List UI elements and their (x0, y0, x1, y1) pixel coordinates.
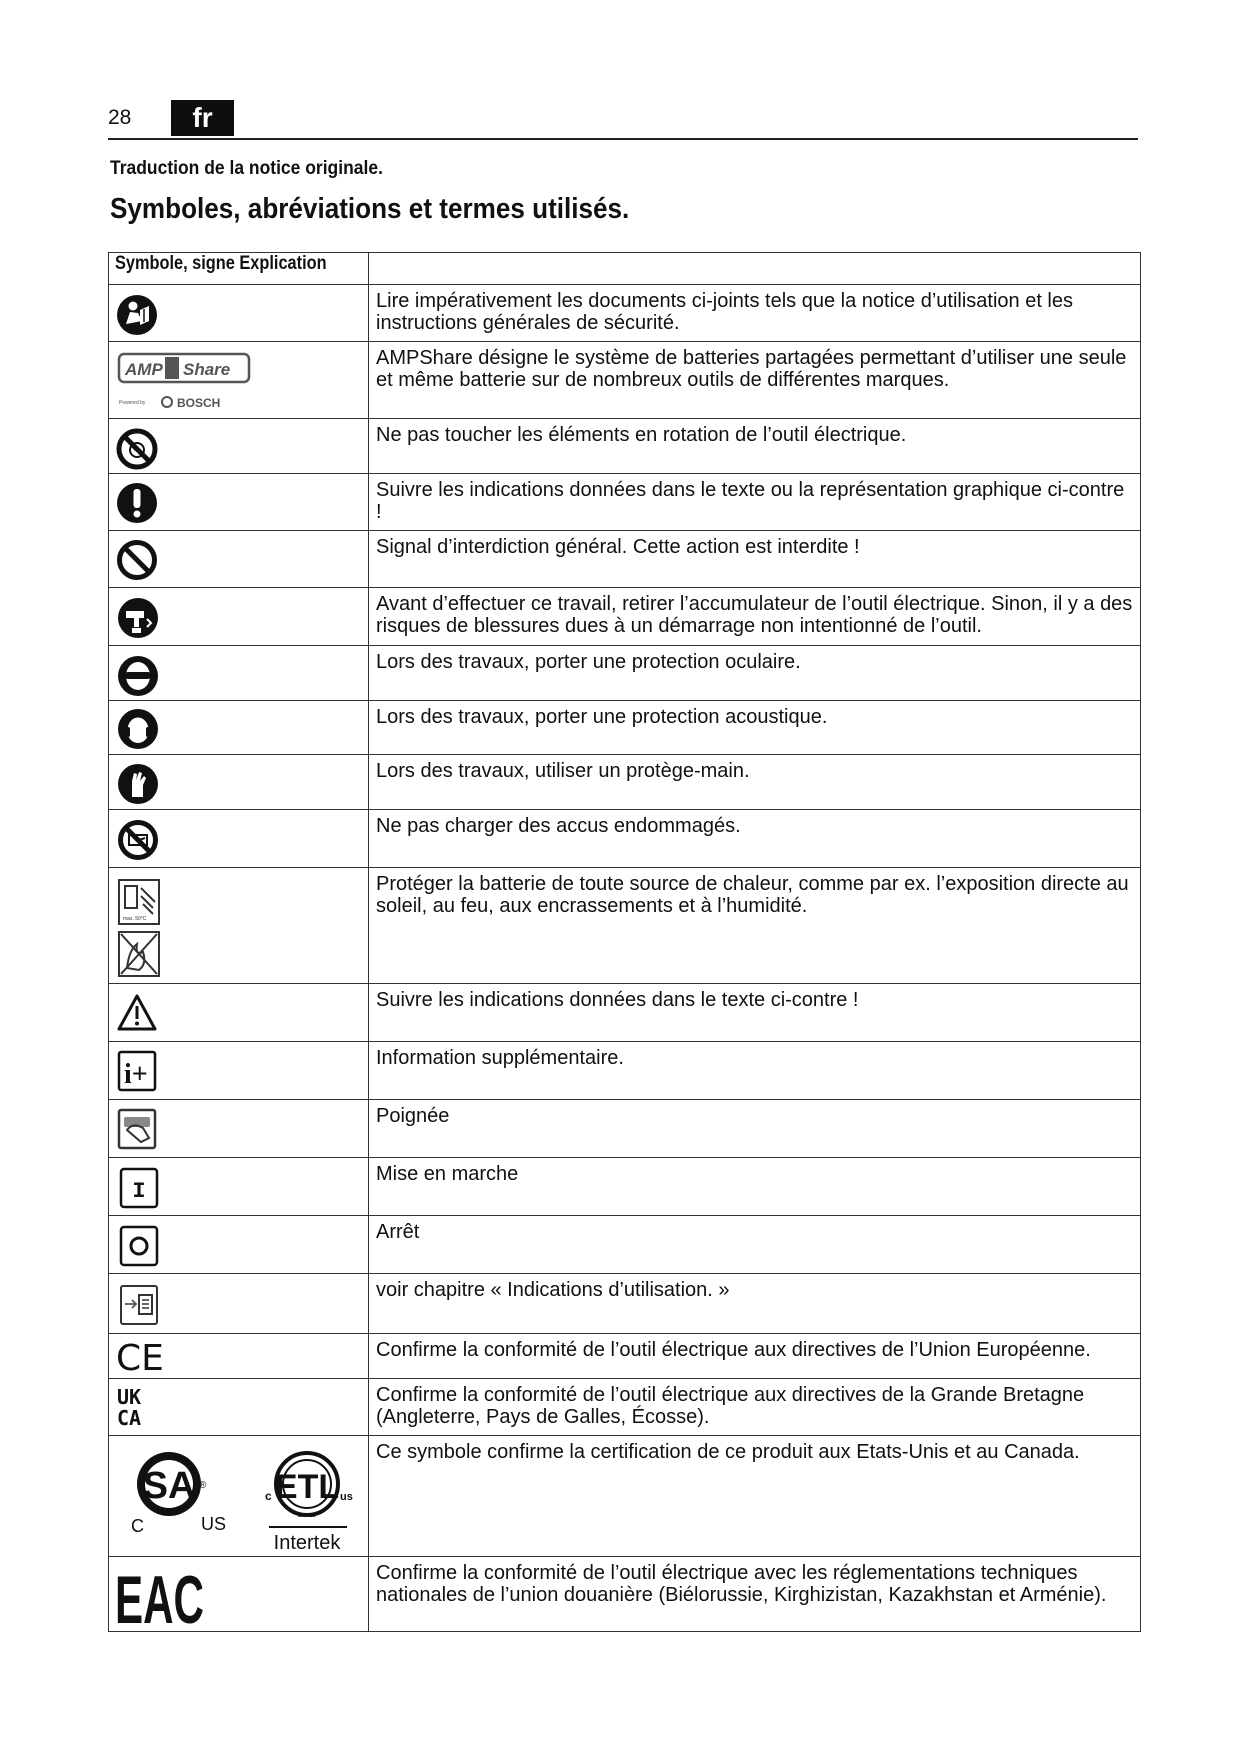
svg-text:max. 50°C: max. 50°C (123, 916, 147, 922)
symbol-cell (109, 588, 369, 646)
svg-text:us: us (340, 1491, 353, 1503)
table-row (109, 1100, 1141, 1158)
symbol-cell (109, 646, 369, 701)
symbol-cell (109, 474, 369, 531)
explanation-cell: Avant d’effectuer ce travail, retirer l’accumulateur de l’outil électrique. Sinon, il y a des risques de blessures dues à un démarrage non intentionné de l’outil. (369, 588, 1141, 646)
info-plus-icon (117, 1050, 159, 1092)
symbol-cell (109, 531, 369, 588)
symbol-cell (109, 1557, 369, 1638)
explanation-cell: Protéger la batterie de toute source de chaleur, comme par ex. l’exposition directe au soleil, au feu, aux encrassements et à l’humidité. (369, 868, 1141, 984)
explanation-cell: Confirme la conformité de l’outil électrique aux directives de la Grande Bretagne (Angleterre, Pays de Galles, Écosse). (369, 1379, 1141, 1436)
svg-text:LISTED: LISTED (298, 1513, 316, 1519)
symbol-cell (109, 1216, 369, 1274)
table-row (109, 1379, 1141, 1436)
symbol-cell (109, 285, 369, 342)
table-row (109, 1436, 1141, 1557)
explanation-cell: Mise en marche (369, 1158, 1141, 1216)
explanation-cell: Signal d’interdiction général. Cette action est interdite ! (369, 531, 1141, 588)
table-header-row (109, 253, 1141, 285)
symbol-cell (109, 1158, 369, 1216)
table-row (109, 342, 1141, 419)
svg-text:®: ® (199, 1480, 207, 1491)
table-row (109, 810, 1141, 868)
svg-text:CE: CE (116, 1338, 164, 1379)
explanation-cell: voir chapitre « Indications d’utilisation. » (369, 1274, 1141, 1334)
explanation-cell: Lors des travaux, utiliser un protège-main. (369, 755, 1141, 810)
svg-text:CA: CA (117, 1406, 142, 1430)
explanation-cell: Lors des travaux, porter une protection acoustique. (369, 701, 1141, 755)
table-row (109, 701, 1141, 755)
hand-protection-icon (117, 763, 159, 805)
document-subtitle: Traduction de la notice originale. (110, 158, 383, 179)
explanation-cell: Ne pas toucher les éléments en rotation de l’outil électrique. (369, 419, 1141, 474)
symbol-cell (109, 342, 369, 419)
svg-text:Share: Share (183, 360, 231, 379)
warning-triangle-icon (116, 992, 158, 1034)
table-row (109, 1557, 1141, 1632)
ce-mark-icon (116, 1338, 170, 1379)
svg-text:SA: SA (142, 1465, 196, 1507)
no-charge-damaged-battery-icon (117, 819, 159, 861)
symbol-cell (109, 1436, 369, 1557)
explanation-cell: Arrêt (369, 1216, 1141, 1274)
symbols-table (108, 252, 1141, 1638)
table-row (109, 474, 1141, 531)
no-touch-rotating-icon (116, 428, 158, 470)
table-row (109, 588, 1141, 646)
table-row (109, 1158, 1141, 1216)
table-row (109, 868, 1141, 984)
symbol-cell (109, 1334, 369, 1379)
table-row (109, 531, 1141, 588)
table-row (109, 646, 1141, 701)
symbol-cell (109, 984, 369, 1042)
read-manual-icon (116, 294, 158, 336)
table-row (109, 419, 1141, 474)
explanation-cell: Poignée (369, 1100, 1141, 1158)
ear-protection-icon (117, 708, 159, 750)
usage-chapter-icon (119, 1284, 161, 1326)
remove-battery-icon (117, 597, 159, 639)
explanation-cell: AMPShare désigne le système de batteries partagées permettant d’utiliser une seule et même batterie sur de nombreux outils de différentes marques. (369, 342, 1141, 419)
svg-text:AMP: AMP (125, 360, 163, 379)
symbol-cell (109, 810, 369, 868)
symbol-cell (109, 701, 369, 755)
svg-text:Powered by: Powered by (119, 400, 146, 406)
svg-text:BOSCH: BOSCH (177, 396, 221, 410)
table-row (109, 1216, 1141, 1274)
explanation-cell: Lire impérativement les documents ci-joints tels que la notice d’utilisation et les instructions générales de sécurité. (369, 285, 1141, 342)
explanation-cell: Suivre les indications données dans le texte ou la représentation graphique ci-contre ! (369, 474, 1141, 531)
eye-protection-icon (117, 655, 159, 697)
svg-text:UK: UK (117, 1385, 142, 1409)
explanation-cell: Confirme la conformité de l’outil électrique avec les réglementations techniques nationales de l’union douanière (Biélorussie, Kirghizistan, Kazakhstan et Arménie). (369, 1557, 1141, 1632)
switch-on-icon (119, 1167, 161, 1209)
symbol-cell (109, 755, 369, 810)
switch-off-icon (119, 1225, 161, 1267)
svg-text:EAC: EAC (115, 1561, 205, 1638)
exclamation-icon (116, 482, 158, 524)
svg-text:ETL: ETL (274, 1468, 340, 1506)
table-row (109, 984, 1141, 1042)
symbol-cell (109, 868, 369, 984)
csa-etl-marks-icon (117, 1442, 357, 1554)
table-row (109, 1274, 1141, 1334)
explanation-cell: Ne pas charger des accus endommagés. (369, 810, 1141, 868)
svg-text:I: I (132, 1179, 146, 1204)
table-row (109, 285, 1141, 342)
explanation-cell: Ce symbole confirme la certification de ce produit aux Etats-Unis et au Canada. (369, 1436, 1141, 1557)
svg-text:Intertek: Intertek (273, 1532, 341, 1554)
page-number: 28 (108, 106, 132, 129)
svg-text:US: US (201, 1514, 227, 1534)
symbol-cell (109, 1042, 369, 1100)
header-symbol: Symbole, signe Explication (109, 253, 369, 285)
symbol-cell (109, 1274, 369, 1334)
symbol-cell (109, 419, 369, 474)
eac-mark-icon (115, 1561, 205, 1638)
explanation-cell: Lors des travaux, porter une protection oculaire. (369, 646, 1141, 701)
svg-text:c: c (265, 1489, 272, 1503)
svg-text:i+: i+ (124, 1059, 148, 1090)
language-badge: fr (171, 100, 234, 136)
page-title: Symboles, abréviations et termes utilisés. (110, 193, 630, 225)
ampshare-logo-icon (117, 350, 257, 412)
page-header (108, 100, 1138, 140)
ukca-mark-icon (117, 1385, 157, 1429)
prohibition-icon (116, 539, 158, 581)
svg-text:C: C (131, 1516, 144, 1536)
explanation-cell: Information supplémentaire. (369, 1042, 1141, 1100)
explanation-cell: Suivre les indications données dans le texte ci-contre ! (369, 984, 1141, 1042)
explanation-cell: Confirme la conformité de l’outil électrique aux directives de l’Union Européenne. (369, 1334, 1141, 1379)
handle-icon (117, 1108, 159, 1150)
symbol-cell (109, 1379, 369, 1436)
table-row (109, 1334, 1141, 1379)
table-row (109, 755, 1141, 810)
symbol-cell (109, 1100, 369, 1158)
battery-heat-protection-icon (117, 878, 163, 978)
table-row (109, 1042, 1141, 1100)
header-explanation-empty (369, 253, 1141, 285)
